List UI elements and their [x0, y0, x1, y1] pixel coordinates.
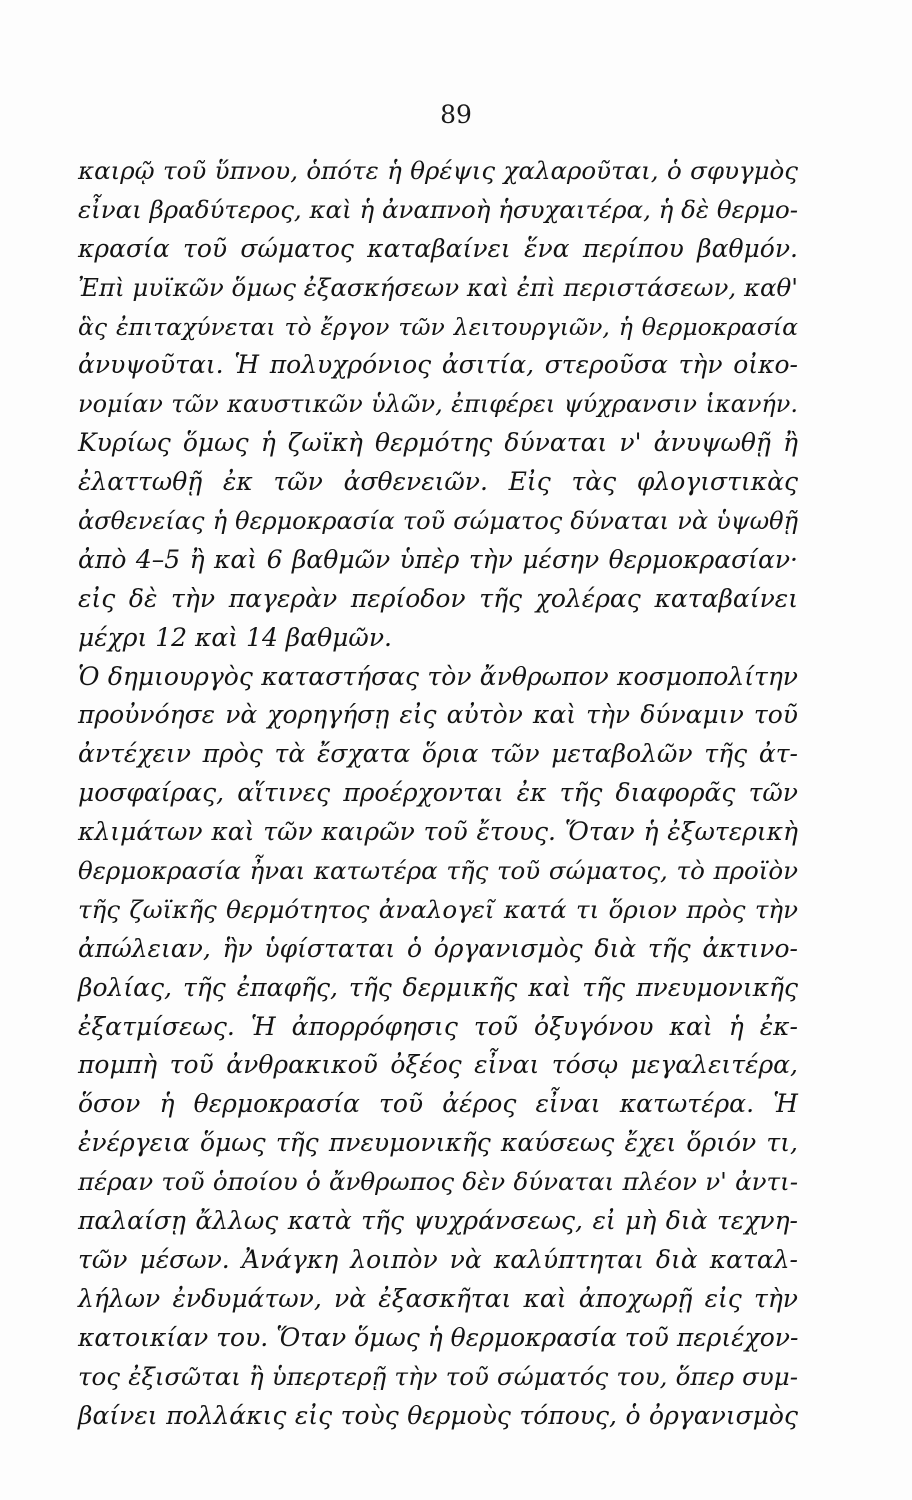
text-line: πομπὴ τοῦ ἀνθρακικοῦ ὀξέος εἶναι τόσῳ μεγαλειτέρα, [78, 1050, 798, 1080]
text-line: ἀντέχειν πρὸς τὰ ἔσχατα ὅρια τῶν μεταβολῶν τῆς ἀτ- [78, 739, 798, 769]
text-line: παλαίσῃ ἄλλως κατὰ τῆς ψυχράνσεως, εἰ μὴ διὰ τεχνη- [78, 1206, 798, 1236]
text-line: λήλων ἐνδυμάτων, νὰ ἐξασκῆται καὶ ἀποχωρῇ εἰς τὴν [78, 1283, 798, 1313]
text-line: μοσφαίρας, αἵτινες προέρχονται ἐκ τῆς διαφορᾶς τῶν [78, 778, 798, 808]
text-line: τος ἐξισῶται ἢ ὑπερτερῇ τὴν τοῦ σώματός του, ὅπερ συμ- [78, 1361, 798, 1391]
text-line: τῶν μέσων. Ἀνάγκη λοιπὸν νὰ καλύπτηται διὰ καταλ- [78, 1244, 798, 1274]
text-line: προὐνόησε νὰ χορηγήσῃ εἰς αὐτὸν καὶ τὴν δύναμιν τοῦ [78, 700, 798, 730]
text-line: Κυρίως ὅμως ἡ ζωϊκὴ θερμότης δύναται ν' ἀνυψωθῇ ἢ [78, 428, 798, 458]
text-line: ἐλαττωθῇ ἐκ τῶν ἀσθενειῶν. Εἰς τὰς φλογιστικὰς [78, 467, 798, 497]
text-line: ἃς ἐπιταχύνεται τὸ ἔργον τῶν λειτουργιῶν, ἡ θερμοκρασία [78, 312, 798, 341]
text-line: βολίας, τῆς ἐπαφῆς, τῆς δερμικῆς καὶ τῆς πνευμονικῆς [78, 972, 798, 1002]
text-line: κρασία τοῦ σώματος καταβαίνει ἕνα περίπου βαθμόν. [78, 233, 798, 263]
text-line: ἀσθενείας ἡ θερμοκρασία τοῦ σώματος δύναται νὰ ὑψωθῇ [78, 507, 798, 536]
text-line: ἀνυψοῦται. Ἡ πολυχρόνιος ἀσιτία, στεροῦσα τὴν οἰκο- [78, 350, 798, 380]
text-line: εἰς δὲ τὴν παγερὰν περίοδον τῆς χολέρας καταβαίνει [78, 583, 798, 613]
text-line: κατοικίαν του. Ὅταν ὅμως ἡ θερμοκρασία τοῦ περιέχον- [78, 1322, 799, 1352]
text-line: θερμοκρασία ἦναι κατωτέρα τῆς τοῦ σώματος, τὸ προϊὸν [78, 856, 798, 886]
text-line: ἐνέργεια ὅμως τῆς πνευμονικῆς καύσεως ἔχει ὅριόν τι, [78, 1128, 798, 1158]
text-line: Ἐπὶ μυϊκῶν ὅμως ἐξασκήσεων καὶ ἐπὶ περιστάσεων, καθ' [78, 272, 799, 302]
text-line: Ὁ δημιουργὸς καταστήσας τὸν ἄνθρωπον κοσμοπολίτην [78, 661, 798, 691]
text-line: κλιμάτων καὶ τῶν καιρῶν τοῦ ἔτους. Ὅταν ἡ ἐξωτερικὴ [78, 817, 798, 847]
text-line: εἶναι βραδύτερος, καὶ ἡ ἀναπνοὴ ἡσυχαιτέρα, ἡ δὲ θερμο- [78, 194, 799, 224]
body-text [78, 152, 798, 1435]
text-line: ἀπὸ 4–5 ἢ καὶ 6 βαθμῶν ὑπὲρ τὴν μέσην θερμοκρασίαν· [78, 544, 798, 574]
text-line: καιρῷ τοῦ ὕπνου, ὁπότε ἡ θρέψις χαλαροῦται, ὁ σφυγμὸς [78, 156, 798, 185]
text-line: τῆς ζωϊκῆς θερμότητος ἀναλογεῖ κατά τι ὅριον πρὸς τὴν [78, 894, 798, 924]
text-line: ἀπώλειαν, ἣν ὑφίσταται ὁ ὀργανισμὸς διὰ τῆς ἀκτινο- [78, 933, 798, 963]
page-number: 89 [440, 100, 472, 129]
text-line: πέραν τοῦ ὁποίου ὁ ἄνθρωπος δὲν δύναται πλέον ν' ἀντι- [78, 1167, 798, 1197]
text-line: ἐξατμίσεως. Ἡ ἀπορρόφησις τοῦ ὀξυγόνου καὶ ἡ ἐκ- [78, 1011, 798, 1041]
text-line: ὅσον ἡ θερμοκρασία τοῦ ἀέρος εἶναι κατωτέρα. Ἡ [78, 1089, 798, 1119]
text-line: νομίαν τῶν καυστικῶν ὑλῶν, ἐπιφέρει ψύχρανσιν ἱκανήν. [78, 390, 798, 419]
text-line: μέχρι 12 καὶ 14 βαθμῶν. [78, 622, 392, 652]
text-line: βαίνει πολλάκις εἰς τοὺς θερμοὺς τόπους, ὁ ὀργανισμὸς [78, 1400, 798, 1430]
